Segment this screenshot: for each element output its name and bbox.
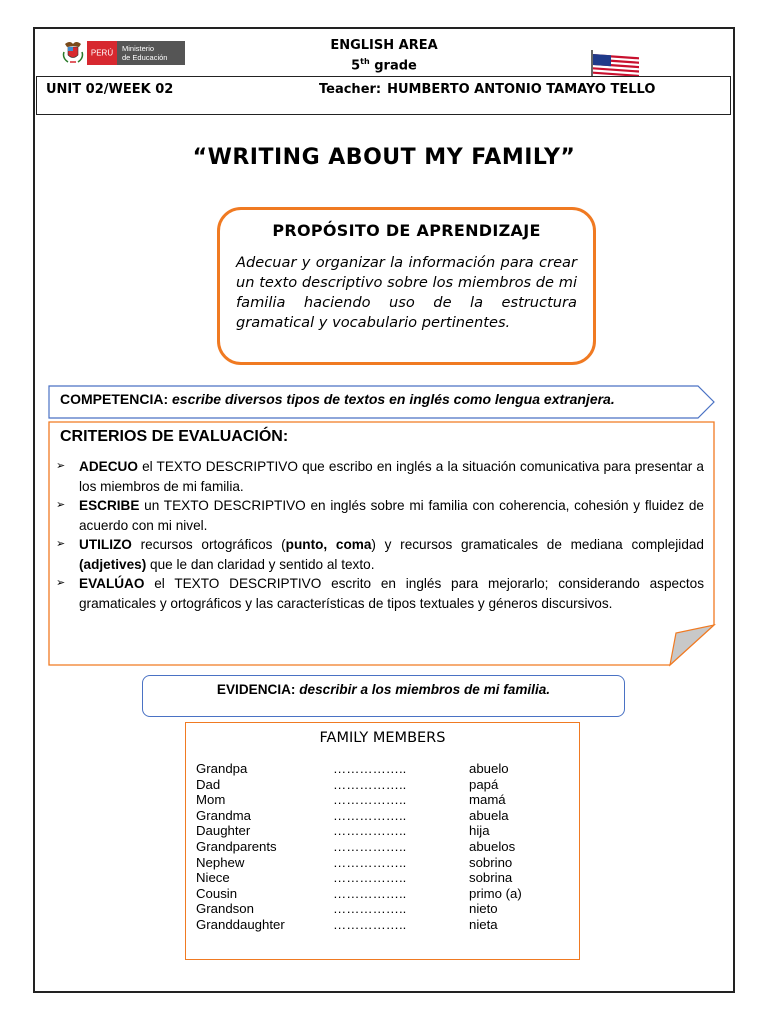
logo-ministry-line2: de Educación: [122, 53, 168, 62]
blank-dots: ……………..: [333, 885, 407, 901]
blank-dots: ……………..: [333, 761, 407, 776]
criterio-text: el TEXTO DESCRIPTIVO escrito en inglés para mejorarlo; considerando aspectos gramaticales y ortográficos y las características de tipos textuales y géneros discursivos.: [79, 576, 704, 611]
grade-number: 5: [351, 58, 361, 74]
list-item: [56, 457, 704, 496]
list-item: [56, 574, 704, 613]
table-row: [196, 917, 566, 933]
criterio-bold: punto, coma: [285, 537, 372, 552]
table-row: [196, 886, 566, 902]
list-item: [56, 535, 704, 574]
blank-dots: ……………..: [333, 792, 407, 808]
spanish-word: abuela: [469, 807, 509, 823]
evidencia-text: describir a los miembros de mi familia.: [299, 682, 551, 697]
purpose-text: Adecuar y organizar la información para crear un texto descriptivo sobre los miembros de mi familia haciendo uso de la estructura gramatical y vocabulario pertinentes.: [236, 254, 577, 331]
english-word: Mom: [196, 792, 226, 808]
blank-dots: ……………..: [333, 838, 407, 854]
criterio-verb: ADECUO: [79, 459, 138, 474]
bullet-arrow-icon: ➢: [56, 499, 66, 511]
blank-dots: ……………..: [333, 807, 407, 823]
criterio-bold: (adjetives): [79, 556, 147, 572]
table-row: [196, 855, 566, 871]
spanish-word: primo (a): [469, 885, 522, 901]
english-word: Grandparents: [196, 838, 277, 854]
grade-word: grade: [374, 58, 417, 74]
area-title: ENGLISH AREA: [330, 38, 438, 53]
teacher-label: Teacher:: [319, 82, 382, 97]
criterio-text: un TEXTO DESCRIPTIVO en inglés sobre mi familia con coherencia, cohesión y fluidez de acuerdo con mi nivel.: [79, 498, 704, 533]
teacher-line: [319, 82, 655, 97]
family-rows: [196, 761, 566, 933]
table-row: [196, 823, 566, 839]
table-row: [196, 901, 566, 917]
english-word: Grandson: [196, 901, 254, 917]
spanish-word: nieta: [469, 916, 498, 932]
criterio-verb: ESCRIBE: [79, 498, 140, 513]
english-word: Nephew: [196, 854, 245, 870]
spanish-word: papá: [469, 776, 499, 792]
table-row: [196, 792, 566, 808]
purpose-heading: PROPÓSITO DE APRENDIZAJE: [272, 221, 541, 240]
family-members-box: [185, 722, 580, 960]
blank-dots: ……………..: [333, 776, 407, 792]
blank-dots: ……………..: [333, 901, 407, 917]
logo-country: PERÚ: [90, 48, 114, 58]
purpose-box: [217, 207, 596, 365]
criterio-text: ) y recursos gramaticales de mediana complejidad: [371, 537, 704, 552]
page-title: “WRITING ABOUT MY FAMILY”: [192, 145, 576, 170]
spanish-word: sobrino: [469, 854, 513, 870]
english-word: Grandma: [196, 807, 251, 823]
table-row: [196, 808, 566, 824]
competencia-text: escribe diversos tipos de textos en inglés como lengua extranjera.: [172, 391, 615, 407]
criterio-text: que le dan claridad y sentido al texto.: [146, 556, 375, 572]
spanish-word: abuelo: [469, 761, 509, 776]
unit-teacher-bar: [36, 76, 731, 115]
table-row: [196, 777, 566, 793]
criterio-verb: UTILIZO: [79, 537, 132, 552]
unit-week: UNIT 02/WEEK 02: [46, 82, 174, 97]
criterio-text: recursos ortográficos (: [131, 537, 286, 552]
family-heading: FAMILY MEMBERS: [319, 730, 446, 746]
bullet-arrow-icon: ➢: [56, 577, 66, 589]
spanish-word: mamá: [469, 792, 506, 808]
spanish-word: nieto: [469, 901, 498, 917]
spanish-word: sobrina: [469, 870, 513, 886]
english-word: Grandpa: [196, 761, 248, 776]
criterios-list: [56, 457, 704, 613]
blank-dots: ……………..: [333, 823, 407, 839]
competencia: [60, 391, 615, 407]
english-word: Daughter: [196, 823, 251, 839]
bullet-arrow-icon: ➢: [56, 460, 66, 472]
criterio-text: el TEXTO DESCRIPTIVO que escribo en inglés a la situación comunicativa para presentar a los miembros de mi familia.: [79, 459, 704, 494]
english-word: Cousin: [196, 885, 238, 901]
coat-of-arms-icon: [64, 42, 83, 62]
english-word: Niece: [196, 870, 230, 886]
spanish-word: hija: [469, 823, 490, 839]
blank-dots: ……………..: [333, 870, 407, 886]
spanish-word: abuelos: [469, 838, 516, 854]
criterio-verb: EVALÚAO: [79, 576, 145, 591]
teacher-name: HUMBERTO ANTONIO TAMAYO TELLO: [387, 82, 656, 97]
english-word: Dad: [196, 776, 221, 792]
bullet-arrow-icon: ➢: [56, 538, 66, 550]
table-row: [196, 870, 566, 886]
evidencia-label: EVIDENCIA:: [216, 682, 296, 697]
blank-dots: ……………..: [333, 916, 407, 932]
criterios-heading: CRITERIOS DE EVALUACIÓN:: [60, 428, 289, 445]
blank-dots: ……………..: [333, 854, 407, 870]
english-word: Granddaughter: [196, 916, 285, 932]
evidencia-box: [142, 675, 625, 717]
logo-ministry-line1: Ministerio: [122, 44, 155, 53]
grade-suffix: th: [360, 57, 370, 66]
ministry-logo: [62, 38, 187, 68]
table-row: [196, 761, 566, 777]
grade-line: [300, 54, 468, 74]
table-row: [196, 839, 566, 855]
header-center: [300, 38, 468, 74]
list-item: [56, 496, 704, 535]
competencia-label: COMPETENCIA:: [60, 391, 169, 407]
